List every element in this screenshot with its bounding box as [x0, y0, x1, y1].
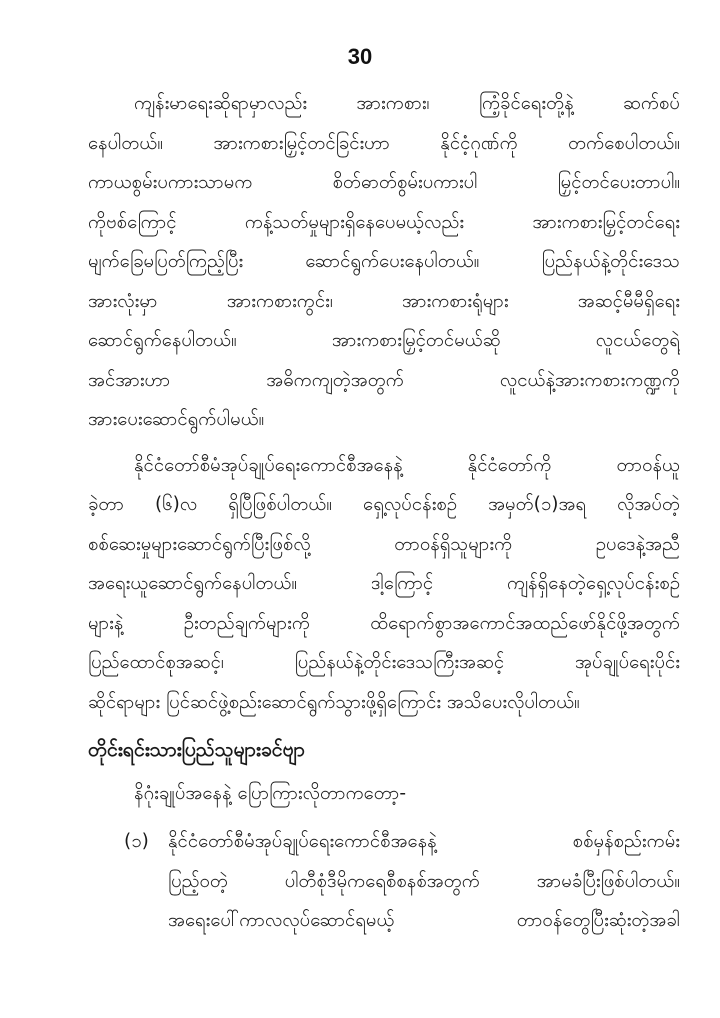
paragraph [88, 446, 680, 723]
paragraph-line: အရေးယူဆောင်ရွက်နေပါတယ်။ ဒါ့ကြောင့် ကျန်ရှိနေတဲ့ရှေ့လုပ်ငန်းစဉ် [88, 573, 680, 594]
lead-line: နိဂုံးချုပ်အနေနဲ့ ပြောကြားလိုတာကတော့- [134, 783, 407, 804]
list-item-body [168, 822, 680, 941]
paragraph-line: ခဲ့တာ (၆)လ ရှိပြီဖြစ်ပါတယ်။ ရှေ့လုပ်ငန်းစဉ် အမှတ်(၁)အရ လိုအပ်တဲ့ [88, 494, 680, 515]
paragraph-line: ကျန်းမာရေးဆိုရာမှာလည်း အားကစား၊ ကြံ့ခိုင်ရေးတို့နဲ့ ဆက်စပ် [134, 93, 680, 114]
paragraph-line: နေပါတယ်။ အားကစားမြှင့်တင်ခြင်းဟာ နိုင်ငံ့ဂုဏ်ကို တက်စေပါတယ်။ [88, 132, 680, 154]
section-heading: တိုင်းရင်းသားပြည်သူများခင်ဗျာ [88, 738, 305, 761]
paragraph-line: ပြည်ထောင်စုအဆင့်၊ ပြည်နယ်နဲ့တိုင်းဒေသကြီးအဆင့် အုပ်ချုပ်ရေးပိုင်း [88, 652, 680, 673]
list-item-line: နိုင်ငံတော်စီမံအုပ်ချုပ်ရေးကောင်စီအနေနဲ့ စစ်မှန်စည်းကမ်း [168, 831, 680, 852]
paragraph [88, 84, 680, 440]
list-item [88, 822, 680, 941]
paragraph-line: နိုင်ငံတော်စီမံအုပ်ချုပ်ရေးကောင်စီအနေနဲ့ နိုင်ငံတော်ကို တာဝန်ယူ [134, 454, 680, 476]
paragraph-line: ကာယစွမ်းပကားသာမက စိတ်ဓာတ်စွမ်းပကားပါ မြှင့်တင်ပေးတာပါ။ [88, 172, 680, 193]
list-item-line: အရေးပေါ်ကာလလုပ်ဆောင်ရမယ့် တာဝန်တွေပြီးဆုံးတဲ့အခါ [168, 910, 680, 931]
paragraph-line: ဆောင်ရွက်နေပါတယ်။ အားကစားမြှင့်တင်မယ်ဆို လူငယ်တွေရဲ့ [88, 330, 680, 351]
paragraph-line: များနဲ့ ဦးတည်ချက်များကို ထိရောက်စွာအကောင်အထည်ဖော်နိုင်ဖို့အတွက် [88, 612, 680, 634]
paragraph-line: ဆိုင်ရာများ ပြင်ဆင်ဖွဲ့စည်းဆောင်ရွက်သွားဖို့ရှိကြောင်း အသိပေးလိုပါတယ်။ [88, 691, 580, 713]
page-content [88, 84, 680, 941]
list-item-line: ပြည့်ဝတဲ့ ပါတီစုံဒီမိုကရေစီစနစ်အတွက် အာမခံပြီးဖြစ်ပါတယ်။ [168, 870, 680, 892]
paragraph-line: စစ်ဆေးမှုများဆောင်ရွက်ပြီးဖြစ်လို့ တာဝန်ရှိသူများကို ဥပဒေနဲ့အညီ [88, 533, 680, 555]
paragraph-line: အားပေးဆောင်ရွက်ပါမယ်။ [88, 409, 265, 430]
paragraph-line: ကိုဗစ်ကြောင့် ကန့်သတ်မှုများရှိနေပေမယ့်လည်း အားကစားမြှင့်တင်ရေး [88, 211, 680, 233]
paragraph-line: အင်အားဟာ အဓိကကျတဲ့အတွက် လူငယ်နဲ့အားကစားကဏ္ဍကို [88, 369, 680, 391]
paragraph-line: အားလုံးမှာ အားကစားကွင်း၊ အားကစားရုံများ အဆင့်မီမီရှိရေး [88, 290, 680, 312]
list-item-number: (၁) [124, 831, 149, 852]
page-number: 30 [347, 44, 373, 69]
paragraph-line: မျက်ခြေမပြတ်ကြည့်ပြီး ဆောင်ရွက်ပေးနေပါတယ်။ ပြည်နယ်နဲ့တိုင်းဒေသ [88, 251, 680, 272]
